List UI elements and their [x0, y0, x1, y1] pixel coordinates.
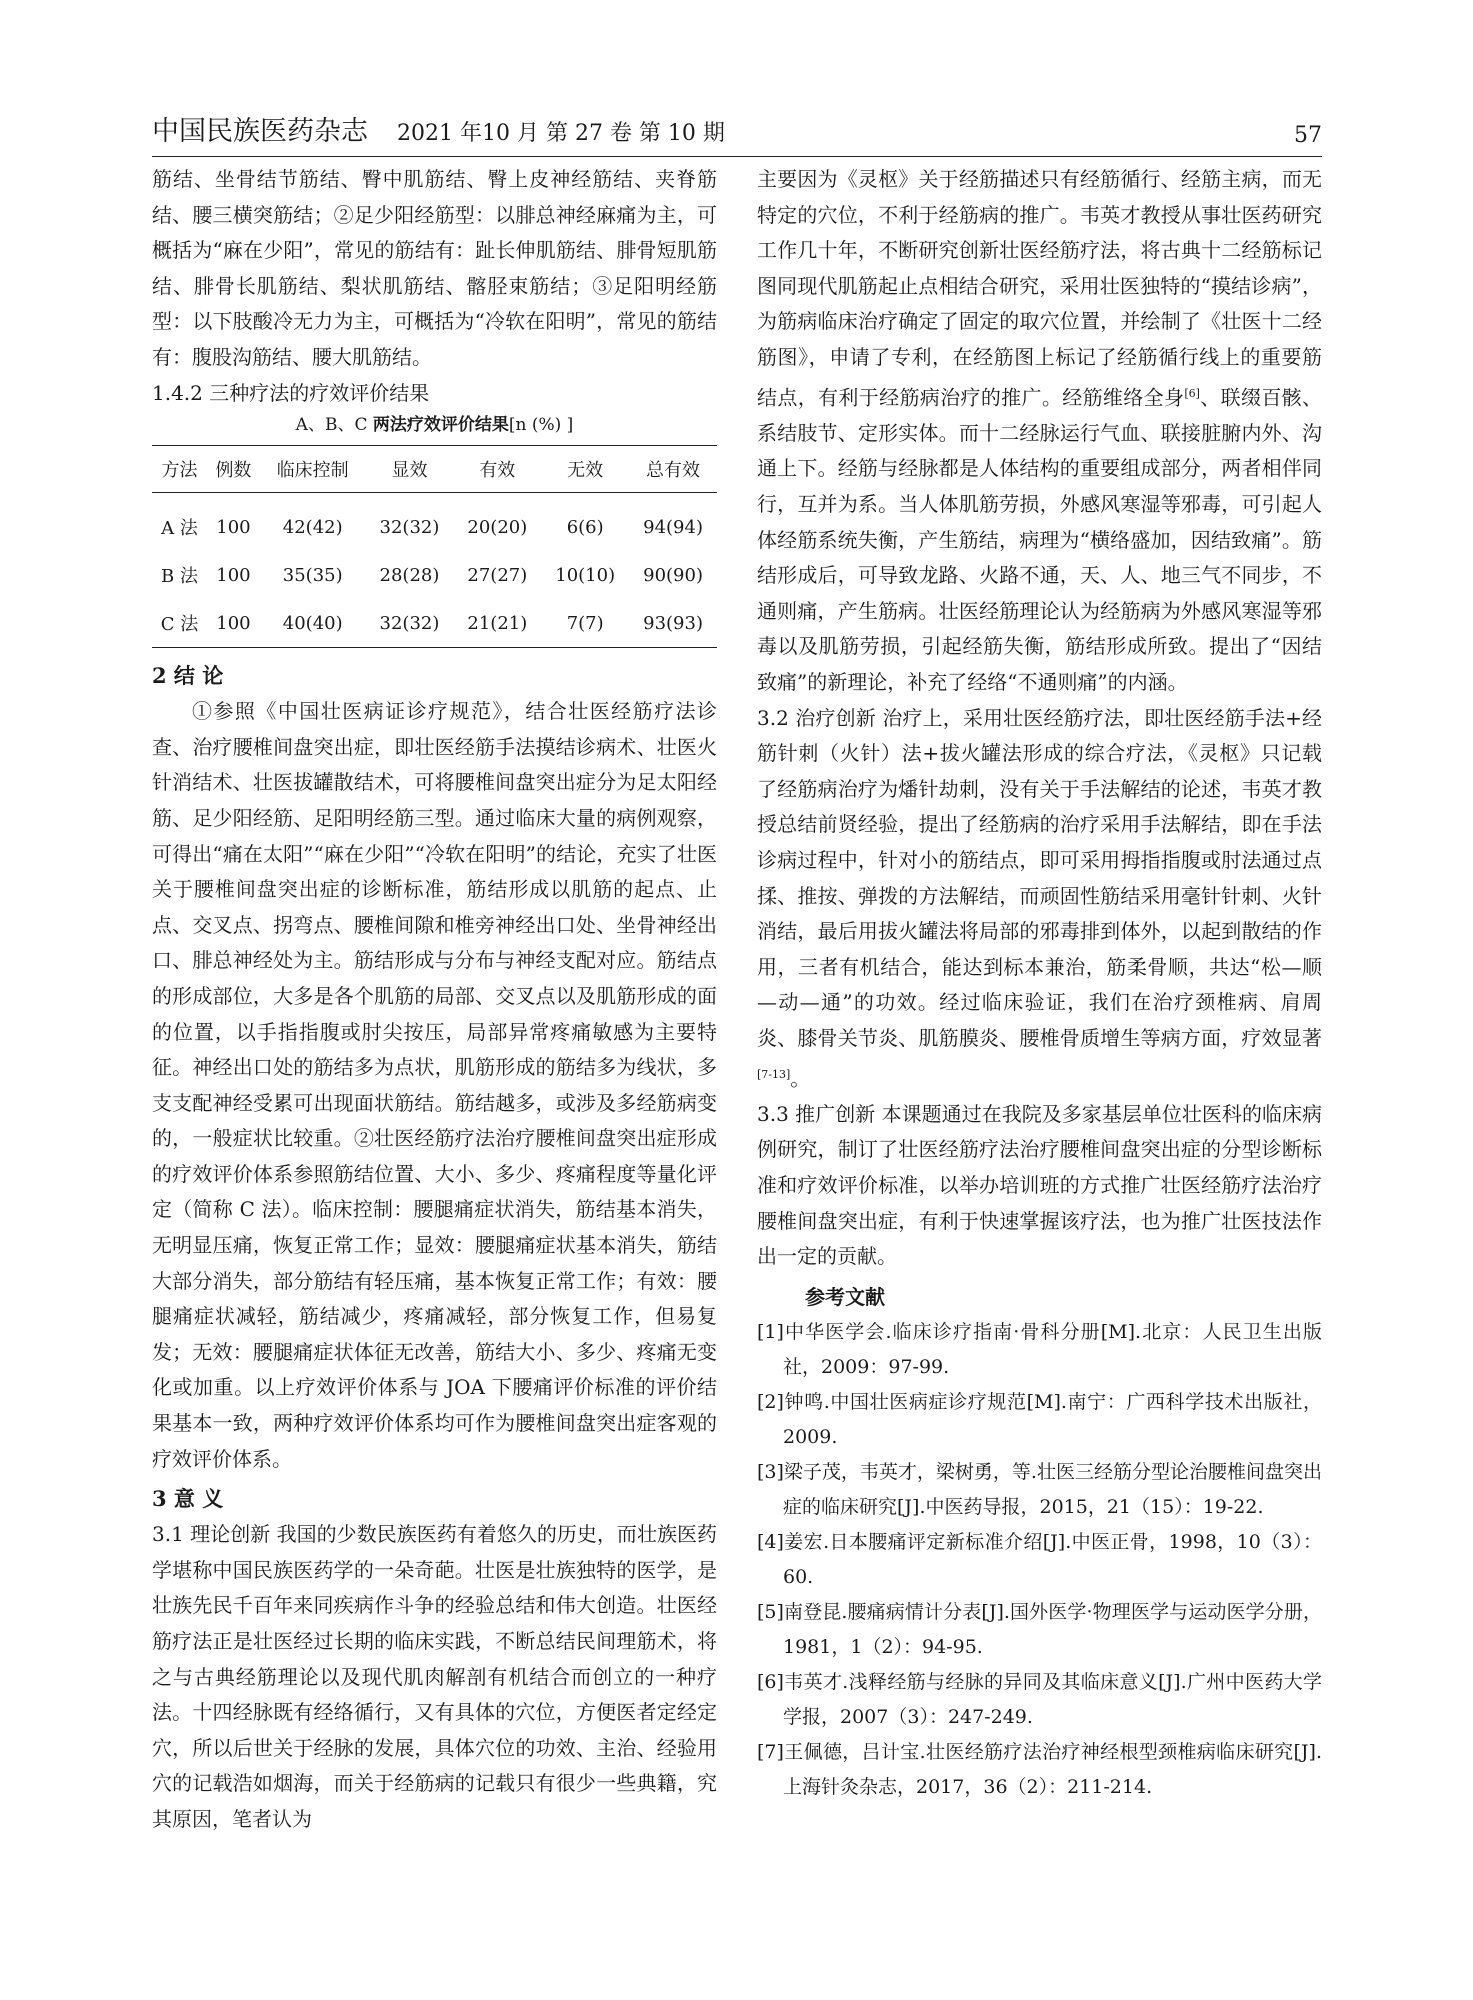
table-cell: C 法: [160, 614, 199, 636]
table-caption-prefix: A、B、C: [295, 415, 373, 436]
col-header: 临床控制: [276, 460, 349, 482]
page-number: 57: [1294, 123, 1322, 148]
table-cell: 28(28): [379, 564, 440, 586]
paragraph-part: 。: [790, 1066, 811, 1091]
table-cell: 7(7): [566, 612, 604, 634]
conclusion-paragraph: ①参照《中国壮医病证诊疗规范》，结合壮医经筋疗法诊查、治疗腰椎间盘突出症，即壮医经筋手法摸结诊病术、壮医火针消结术、壮医拔罐散结术，可将腰椎间盘突出症分为足太阳经筋、足少阳经筋、足阳明经筋三型。通过临床大量的病例观察，可得出“痛在太阳”“麻在少阳”“冷软在阳明”的结论，充实了壮医关于腰椎间盘突出症的诊断标准，筋结形成以肌筋的起点、止点、交叉点、拐弯点、腰椎间隙和椎旁神经出口处、坐骨神经出口、腓总神经处为主。筋结形成与分布与神经支配对应。筋结点的形成部位，大多是各个肌筋的局部、交叉点以及肌筋形成的面的位置，以手指指腹或肘尖按压，局部异常疼痛敏感为主要特征。神经出口处的筋结多为点状，肌筋形成的筋结多为线状，多支支配神经受累可出现面状筋结。筋结越多，或涉及多经筋病变的，一般症状比较重。②壮医经筋疗法治疗腰椎间盘突出症形成的疗效评价体系参照筋结位置、大小、多少、疼痛程度等量化评定（简称 C 法）。临床控制：腰腿痛症状消失，筋结基本消失，无明显压痛，恢复正常工作；显效：腰腿痛症状基本消失，筋结大部分消失，部分筋结有轻压痛，基本恢复正常工作；有效：腰腿痛症状减轻，筋结减少，疼痛减轻，部分恢复工作，但易复发；无效：腰腿痛症状体征无改善，筋结大小、多少、疼痛无变化或加重。以上疗效评价体系与 JOA 下腰痛评价标准的评价结果基本一致，两种疗效评价体系均可作为腰椎间盘突出症客观的疗效评价体系。: [152, 699, 717, 1471]
right-column: [757, 162, 1322, 1805]
table-cell: 100: [216, 516, 251, 538]
paragraph-part: 主要因为《灵枢》关于经筋描述只有经筋循行、经筋主病，而无特定的穴位，不利于经筋病的推广。韦英才教授从事壮医药研究工作几十年，不断研究创新壮医经筋疗法，将古典十二经筋标记图同现代肌筋起止点相结合研究，采用壮医独特的“摸结诊病”，为筋病临床治疗确定了固定的取穴位置，并绘制了《壮医十二经筋图》，申请了专利，在经筋图上标记了经筋循行线上的重要筋结点，有利于经筋病治疗的推广。经筋维络全身: [757, 167, 1322, 410]
section-heading-3: 3 意 义: [152, 1486, 224, 1512]
promotion-innovation-paragraph: 3.3 推广创新 本课题通过在我院及多家基层单位壮医科的临床病例研究，制订了壮医经筋疗法治疗腰椎间盘突出症的分型诊断标准和疗效评价标准，以举办培训班的方式推广壮医经筋疗法治疗腰椎间盘突出症，有利于快速掌握该疗法，也为推广壮医技法作出一定的贡献。: [757, 1101, 1322, 1269]
subsection-heading-1-4-2: 1.4.2 三种疗法的疗效评价结果: [152, 380, 430, 405]
section-heading-2: 2 结 论: [152, 663, 224, 689]
left-column: [152, 162, 717, 1838]
issue-info: 2021 年10 月 第 27 卷 第 10 期: [397, 121, 725, 146]
col-header: 有效: [479, 460, 516, 482]
table-caption-suffix: [n (%) ]: [508, 415, 574, 436]
table-cell: 32(32): [379, 516, 440, 538]
reference-item: [5]南登昆.腰痛病情计分表[J].国外医学·物理医学与运动医学分册，1981，1（2）：94-95.: [757, 1600, 1322, 1658]
header-left: [152, 109, 725, 148]
table-cell: 40(40): [282, 612, 343, 634]
col-header: 显效: [391, 460, 428, 482]
reference-item: [7]王佩德，吕计宝.壮医经筋疗法治疗神经根型颈椎病临床研究[J].上海针灸杂志，2017，36（2）：211-214.: [757, 1740, 1322, 1798]
table-cell: 94(94): [643, 516, 703, 538]
table-caption-bold: 两法疗效评价结果: [372, 415, 509, 436]
reference-item: [4]姜宏.日本腰痛评定新标准介绍[J].中医正骨，1998，10（3）：60.: [757, 1530, 1322, 1588]
journal-title: 中国民族医药杂志: [152, 116, 368, 147]
table-cell: 100: [216, 564, 251, 586]
continued-paragraph: [757, 162, 1322, 701]
reference-item: [2]钟鸣.中国壮医病症诊疗规范[M].南宁：广西科学技术出版社，2009.: [757, 1390, 1322, 1448]
paragraph-part: 3.2 治疗创新 治疗上，采用壮医经筋疗法，即壮医经筋手法+经筋针刺（火针）法+拔火罐法形成的综合疗法，《灵枢》只记载了经筋病治疗为燔针劫刺，没有关于手法解结的论述，韦英才教授总结前贤经验，提出了经筋病的治疗采用手法解结，即在手法诊病过程中，针对小的筋结点，即可采用拇指指腹或肘法通过点揉、推按、弹拨的方法解结，而顽固性筋结采用毫针针刺、火针消结，最后用拔火罐法将局部的邪毒排到体外，以起到散结的作用，三者有机结合，能达到标本兼治，筋柔骨顺，共达“松—顺—动—通”的功效。经过临床验证，我们在治疗颈椎病、肩周炎、膝骨关节炎、肌筋膜炎、腰椎骨质增生等病方面，疗效显著: [757, 705, 1322, 1050]
table-cell: 32(32): [379, 612, 440, 634]
citation-7-13: [7-13]: [757, 1067, 791, 1081]
intro-paragraph: 筋结、坐骨结节筋结、臀中肌筋结、臀上皮神经筋结、夹脊筋结、腰三横突筋结；②足少阳经筋型：以腓总神经麻痛为主，可概括为“麻在少阳”，常见的筋结有：趾长伸肌筋结、腓骨短肌筋结、腓骨长肌筋结、梨状肌筋结、髂胫束筋结；③足阳明经筋型：以下肢酸冷无力为主，可概括为“冷软在阳明”，常见的筋结有：腹股沟筋结、腰大肌筋结。: [152, 167, 717, 369]
col-header: 总有效: [646, 460, 701, 482]
table-cell: 10(10): [555, 564, 616, 586]
table-cell: 100: [216, 612, 251, 634]
col-header: 方法: [161, 460, 198, 482]
table-row: [152, 599, 717, 648]
references-heading: 参考文献: [805, 1284, 885, 1309]
table-cell: A 法: [161, 518, 198, 540]
treatment-innovation-paragraph: [757, 701, 1322, 1097]
efficacy-table: [152, 445, 717, 648]
table-caption: [152, 411, 717, 439]
table-row: [152, 493, 717, 552]
table-row: [152, 551, 717, 599]
reference-item: [1]中华医学会.临床诊疗指南·骨科分册[M].北京：人民卫生出版社，2009：97-99.: [757, 1320, 1322, 1378]
theory-innovation-paragraph: 3.1 理论创新 我国的少数民族医药有着悠久的历史，而壮族医药学堪称中国民族医药学的一朵奇葩。壮医是壮族独特的医学，是壮族先民千百年来同疾病作斗争的经验总结和伟大创造。壮医经筋疗法正是壮医经过长期的临床实践，不断总结民间理筋术，将之与古典经筋理论以及现代肌肉解剖有机结合而创立的一种疗法。十四经脉既有经络循行，又有具体的穴位，方便医者定经定穴，所以后世关于经脉的发展，具体穴位的功效、主治、经验用穴的记载浩如烟海，而关于经筋病的记载只有很少一些典籍，究其原因，笔者认为: [152, 1522, 717, 1831]
table-cell: 27(27): [467, 564, 528, 586]
reference-item: [6]韦英才.浅释经筋与经脉的异同及其临床意义[J].广州中医药大学学报，2007（3）：247-249.: [757, 1670, 1322, 1728]
paragraph-part: 、联缀百骸、系结肢节、定形实体。而十二经脉运行气血、联接脏腑内外、沟通上下。经筋与经脉都是人体结构的重要组成部分，两者相伴同行，互并为系。当人体肌筋劳损，外感风寒湿等邪毒，可引起人体经筋系统失衡，产生筋结，病理为“横络盛加，因结致痛”。筋结形成后，可导致龙路、火路不通，天、人、地三气不同步，不通则痛，产生筋病。壮医经筋理论认为经筋病为外感风寒湿等邪毒以及肌筋劳损，引起经筋失衡，筋结形成所致。提出了“因结致痛”的新理论，补充了经络“不通则痛”的内涵。: [757, 385, 1323, 694]
col-header: 例数: [215, 460, 252, 482]
table-cell: 90(90): [643, 564, 703, 586]
table-cell: 42(42): [282, 516, 343, 538]
table-cell: B 法: [161, 566, 198, 588]
reference-item: [3]梁子茂，韦英才，梁树勇，等.壮医三经筋分型论治腰椎间盘突出症的临床研究[J].中医药导报，2015，21（15）：19-22.: [757, 1460, 1322, 1518]
table-cell: 6(6): [566, 516, 604, 538]
table-cell: 21(21): [467, 612, 528, 634]
col-header: 无效: [567, 460, 604, 482]
table-cell: 93(93): [643, 612, 703, 634]
table-cell: 35(35): [282, 564, 343, 586]
citation-6: [6]: [1184, 386, 1200, 400]
running-header: [152, 108, 1322, 157]
table-header-row: [152, 446, 717, 493]
table-cell: 20(20): [467, 516, 528, 538]
